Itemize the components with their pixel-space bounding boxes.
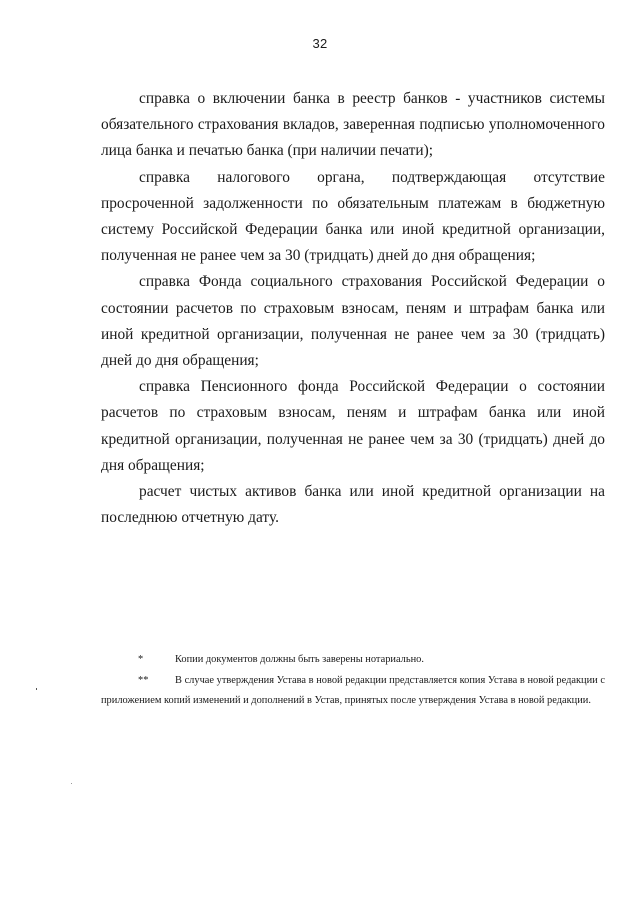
footnote-text: Копии документов должны быть заверены нотариально. [175, 654, 424, 665]
footnote-mark: * [138, 654, 144, 665]
paragraph-net-assets-calculation: расчет чистых активов банка или иной кредитной организации на последнюю отчетную дату. [101, 483, 605, 527]
footnote-mark: ** [138, 674, 149, 686]
paragraph-pension-fund-certificate: справка Пенсионного фонда Российской Федерации о состоянии расчетов по страховым взносам, пеням и штрафам банка или иной кредитной организации, полученная не ранее чем за 30 (тридцать) дней до дня обращения; [101, 378, 605, 474]
body-text [101, 86, 605, 531]
footnotes [101, 650, 605, 712]
footnote-item [101, 650, 605, 671]
paragraph-social-insurance-certificate: справка Фонда социального страхования Российской Федерации о состоянии расчетов по страховым взносам, пеням и штрафам банка или иной кредитной организации, полученная не ранее чем за 30 (тридцать) дней до дня обращения; [101, 273, 605, 370]
paragraph-bank-registry-certificate: справка о включении банка в реестр банков - участников системы обязательного страхования вкладов, заверенная подписью уполномоченного лица банка и печатью банка (при наличии печати); [101, 90, 605, 160]
footnote-text: В случае утверждения Устава в новой редакции представляется копия Устава в новой редакции с приложением копий изменений и дополнений в Устав, принятых после утверждения Устава в новой редакции. [101, 674, 605, 706]
paragraph-tax-authority-certificate: справка налогового органа, подтверждающая отсутствие просроченной задолженности по обязательным платежам в бюджетную систему Российской Федерации банка или иной кредитной организации, полученная не ранее чем за 30 (тридцать) дней до дня обращения; [101, 168, 605, 265]
scan-speck [36, 688, 37, 690]
scan-speck [71, 783, 72, 784]
page-number: 32 [312, 36, 328, 51]
footnote-item [101, 671, 605, 712]
